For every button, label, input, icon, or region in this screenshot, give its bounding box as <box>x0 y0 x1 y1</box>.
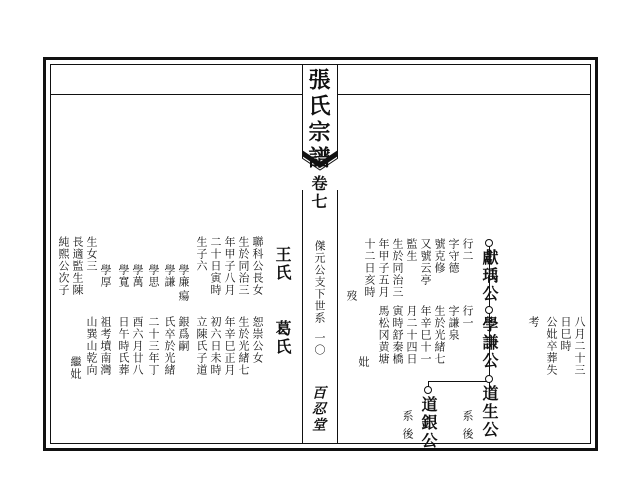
spouse-note: 年辛巳正月 <box>223 316 236 376</box>
spouse-note: 二十日寅時 <box>209 236 222 296</box>
spouse-note: 立陳氏子道 <box>195 316 208 376</box>
spouse-note: 銀爲嗣 <box>177 316 190 352</box>
person-note: 行一 <box>461 305 474 329</box>
spouse-note: 酉六月廿八 <box>131 316 144 376</box>
person-name: 獻瑀公 <box>480 249 499 303</box>
person-note: 系 <box>461 410 474 422</box>
person-note: 又號云亭 <box>419 238 432 286</box>
spouse-note: 山巽山乾向 <box>85 316 98 376</box>
right-note: 考 <box>527 316 540 328</box>
person-note: 行二 <box>461 238 474 262</box>
spouse-note: 學萬 <box>131 264 144 288</box>
person-note: 歿 <box>345 290 358 302</box>
person-marker <box>485 375 493 383</box>
person-note: 系 <box>401 410 414 422</box>
spouse-note: 學謙 <box>163 264 176 288</box>
spouse-note: 初六日未時 <box>209 316 222 376</box>
spouse-note: 祖考墳南灣 <box>99 316 112 376</box>
right-note: 日巳時 <box>559 316 572 352</box>
person-name: 學謙公 <box>480 316 499 370</box>
person-note: 後 <box>461 428 474 440</box>
hall-name: 百忍堂 <box>310 385 326 433</box>
spouse-note: 恕崇公女 <box>251 316 264 364</box>
person-name: 道銀公 <box>419 396 438 450</box>
person-marker <box>485 306 493 314</box>
person-note: 生於同治三 <box>391 238 404 298</box>
spouse-note: 繼妣 <box>69 356 82 380</box>
person-note: 寅時舒秦橋 <box>391 305 404 365</box>
spouse-note: 學寬 <box>117 264 130 288</box>
right-header-rule <box>338 94 591 95</box>
volume-label: 卷七 <box>309 175 328 211</box>
person-note: 後 <box>401 428 414 440</box>
spouse-note: 生於光緒七 <box>237 316 250 376</box>
person-note: 妣 <box>357 356 370 368</box>
spouse-name: 葛氏 <box>273 320 292 356</box>
person-marker <box>424 386 432 394</box>
person-note: 字謙泉 <box>447 305 460 341</box>
right-note: 公妣卒葬失 <box>545 316 558 376</box>
person-note: 月二十四日 <box>405 305 418 365</box>
person-note: 年辛巳十一 <box>419 305 432 365</box>
spouse-note: 日午時氏葬 <box>117 316 130 376</box>
person-note: 十二日亥時 <box>363 238 376 298</box>
person-note: 號克修 <box>433 238 446 274</box>
spouse-note: 生於同治三 <box>237 236 250 296</box>
spouse-note: 生子六 <box>195 236 208 272</box>
spouse-note: 二十三年丁 <box>147 316 160 376</box>
right-note: 八月二十三 <box>573 316 586 376</box>
spouse-note: 學廉 <box>177 264 190 288</box>
spouse-note: 生女三 <box>85 236 98 272</box>
spouse-note: 長適監生陳 <box>71 236 84 296</box>
person-marker <box>485 239 493 247</box>
spouse-note: 學思 <box>147 264 160 288</box>
spouse-note: 瘍 <box>177 290 190 302</box>
person-note: 字守德 <box>447 238 460 274</box>
spouse-note: 純熙公次子 <box>57 236 70 296</box>
person-name: 道生公 <box>480 385 499 439</box>
book-title: 張氏宗譜 <box>305 68 331 172</box>
page-number: 一〇 <box>313 332 326 356</box>
left-header-rule <box>50 94 302 95</box>
branch-connector <box>428 381 489 382</box>
person-note: 監生 <box>405 238 418 262</box>
person-note: 馬松冈黄塘 <box>377 305 390 365</box>
spouse-note: 聯科公長女 <box>251 236 264 296</box>
person-note: 生於光緒七 <box>433 305 446 365</box>
spouse-note: 年甲子八月 <box>223 236 236 296</box>
spouse-name: 王氏 <box>273 246 292 282</box>
person-note: 年甲子五月 <box>377 238 390 298</box>
section-label: 傑元公支下世系 <box>313 240 326 324</box>
spouse-note: 氏卒於光緒 <box>163 316 176 376</box>
spouse-note: 學厚 <box>99 264 112 288</box>
